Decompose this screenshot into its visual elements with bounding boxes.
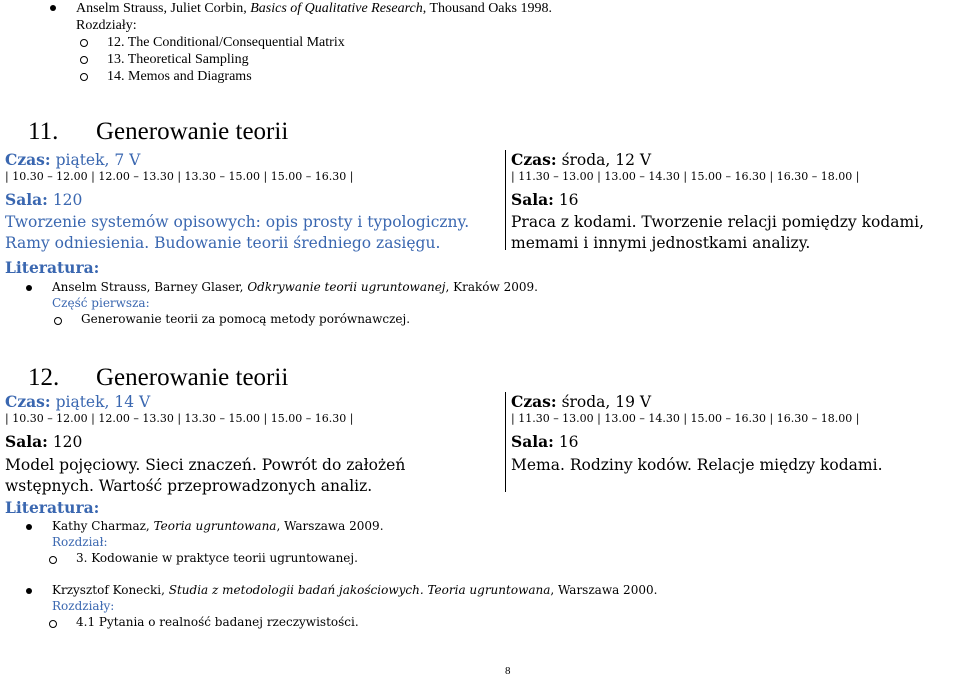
chapters-label: Rozdział: (52, 535, 108, 549)
room-heading: Sala: 120 (5, 190, 83, 209)
time-heading: Czas: piątek, 7 V (5, 150, 141, 169)
chapters-label: Rozdziały: (52, 599, 115, 613)
session-description: Model pojęciowy. Sieci znaczeń. Powrót do założeń wstępnych. Wartość przeprowadzonych analiz. (5, 456, 406, 495)
reference-strauss-corbin: Anselm Strauss, Juliet Corbin, Basics of Qualitative Research, Thousand Oaks 1998. (76, 1, 552, 16)
literature-item: Anselm Strauss, Barney Glaser, Odkrywanie teorii ugruntowanej, Kraków 2009. (52, 280, 538, 294)
section-number: 11. (28, 118, 59, 145)
literature-item: Kathy Charmaz, Teoria ugruntowana, Warszawa 2009. (52, 519, 384, 533)
literature-item: Krzysztof Konecki, Studia z metodologii badań jakościowych. Teoria ugruntowana, Warszawa 2000. (52, 583, 658, 597)
chapter-item: 14. Memos and Diagrams (107, 69, 252, 84)
column-divider (505, 392, 506, 492)
section-number: 12. (28, 364, 60, 391)
session-description: Tworzenie systemów opisowych: opis prosty i typologiczny. Ramy odniesienia. Budowanie teorii średniego zasięgu. (5, 213, 470, 252)
session-description: Praca z kodami. Tworzenie relacji pomiędzy kodami, memami i innymi jednostkami analizy. (511, 213, 925, 252)
chapter-item: 3. Kodowanie w praktyce teorii ugruntowanej. (76, 551, 358, 565)
chapter-item: Generowanie teorii za pomocą metody porównawczej. (81, 312, 411, 326)
room-heading: Sala: 16 (511, 432, 579, 451)
room-heading: Sala: 120 (5, 432, 83, 451)
chapters-label: Rozdziały: (76, 18, 137, 33)
column-divider (505, 150, 506, 250)
literature-heading: Literatura: (5, 258, 100, 277)
section-title: Generowanie teorii (96, 118, 289, 145)
time-heading: Czas: środa, 12 V (511, 150, 652, 169)
room-heading: Sala: 16 (511, 190, 579, 209)
time-heading: Czas: piątek, 14 V (5, 392, 151, 411)
section-title: Generowanie teorii (96, 364, 289, 391)
chapter-item: 4.1 Pytania o realność badanej rzeczywistości. (76, 615, 359, 629)
session-description: Mema. Rodziny kodów. Relacje między kodami. (511, 456, 883, 474)
chapter-item: 12. The Conditional/Consequential Matrix (107, 35, 345, 50)
chapters-label: Część pierwsza: (52, 296, 150, 310)
time-slots: | 10.30 – 12.00 | 12.00 – 13.30 | 13.30 – 15.00 | 15.00 – 16.30 | (5, 412, 354, 425)
time-slots: | 11.30 – 13.00 | 13.00 – 14.30 | 15.00 – 16.30 | 16.30 – 18.00 | (511, 412, 860, 425)
chapter-item: 13. Theoretical Sampling (107, 52, 249, 67)
time-slots: | 10.30 – 12.00 | 12.00 – 13.30 | 13.30 – 15.00 | 15.00 – 16.30 | (5, 170, 354, 183)
time-heading: Czas: środa, 19 V (511, 392, 652, 411)
time-slots: | 11.30 – 13.00 | 13.00 – 14.30 | 15.00 – 16.30 | 16.30 – 18.00 | (511, 170, 860, 183)
page-number: 8 (505, 665, 511, 677)
literature-heading: Literatura: (5, 498, 100, 517)
